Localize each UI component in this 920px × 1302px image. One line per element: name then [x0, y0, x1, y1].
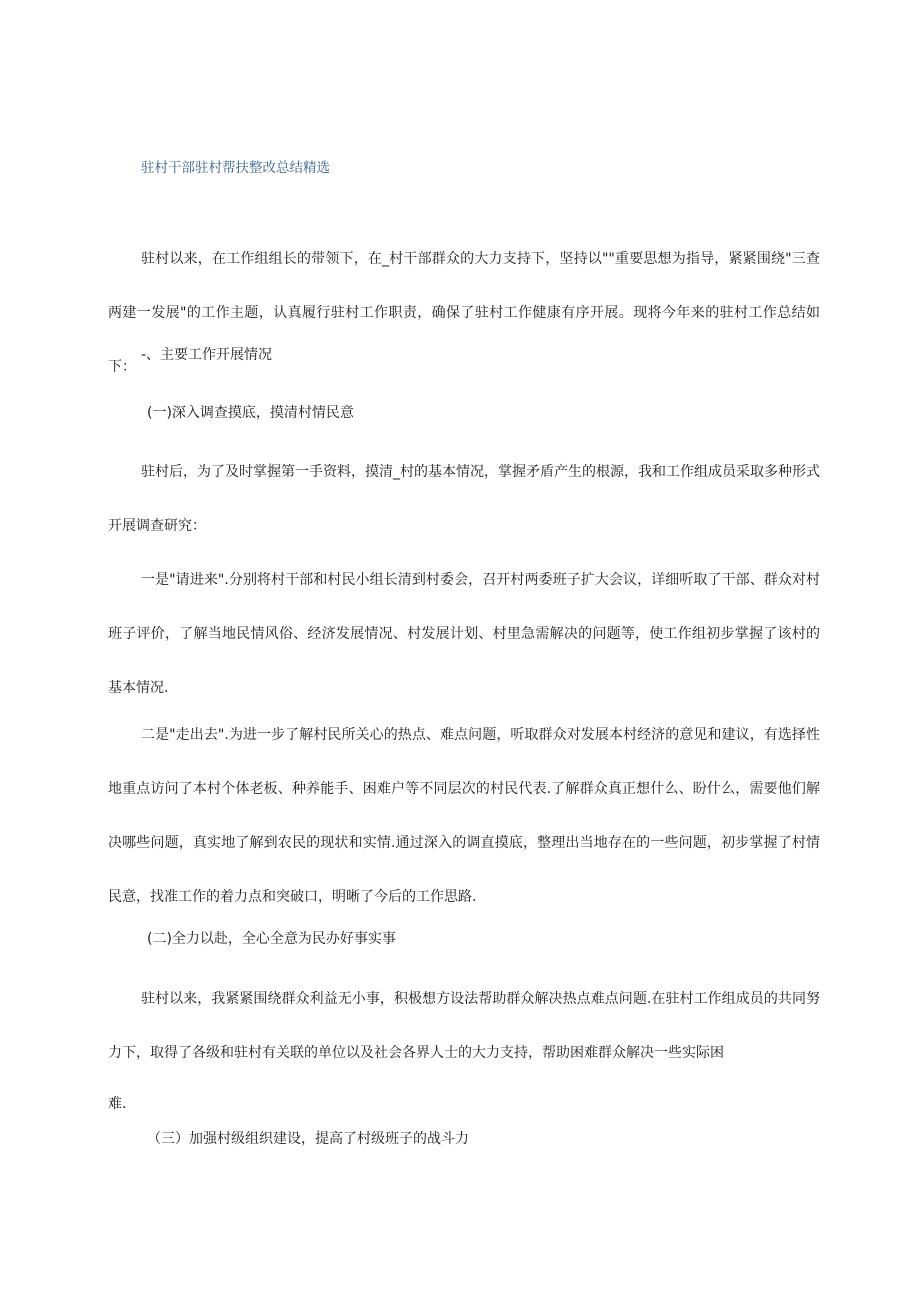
document-title: 驻村干部驻村帮扶整改总结精选 — [141, 160, 330, 176]
go-out-paragraph: 二是"走出去".为进一步了解村民所关心的热点、难点问题，听取群众对发展本村经济的意见和建议，有选择性地重点访问了本村个体老板、种养能手、困难户等不同层次的村民代表.了解群众真正想什么、盼什么，需要他们解决哪些问题，真实地了解到农民的现状和实情.通过深入的调直摸底，整理出当地存在的一些问题，初步掌握了村情民意，找准工作的着力点和突破口，明晰了今后的工作思路. — [108, 727, 820, 905]
survey-paragraph: 驻村后，为了及时掌握第一手资料，摸清_村的基本情况，掌握矛盾产生的根源，我和工作组成员采取多种形式开展调查研究： — [108, 464, 820, 534]
invite-in-paragraph: 一是"请进来".分别将村干部和村民小组长清到村委会，召开村两委班子扩大会议，详细听取了干部、群众对村班子评价，了解当地民情风俗、经济发展情况、村发展计划、村里急需解决的问题等，使工作组初步掌握了该村的基本情况. — [108, 572, 820, 696]
section-heading-main-work: -、主要工作开展情况 — [141, 347, 273, 363]
subsection-heading-survey: (一)深入调查摸底，摸清村情民意 — [147, 405, 354, 421]
practical-matters-paragraph: 驻村以来，我紧紧围绕群众利益无小事，积极想方设法帮助群众解决热点难点问题.在驻村工作组成员的共同努力下，取得了各级和驻村有关联的单位以及社会各界人士的大力支持，帮助困难群众解决一些实际困 — [108, 991, 820, 1061]
subsection-heading-organization: （三）加强村级组织建设，提高了村级班子的战斗力 — [147, 1131, 469, 1147]
practical-matters-tail: 难. — [108, 1096, 127, 1112]
subsection-heading-practical-matters: (二)全力以赴，全心全意为民办好事实事 — [147, 931, 396, 947]
intro-paragraph: 驻村以来，在工作组组长的带领下，在_村干部群众的大力支持下，坚持以""重要思想为指导，紧紧围绕"三查两建一发展"的工作主题，认真履行驻村工作职责，确保了驻村工作健康有序开展。现将今年来的驻村工作总结如下： — [108, 251, 820, 375]
